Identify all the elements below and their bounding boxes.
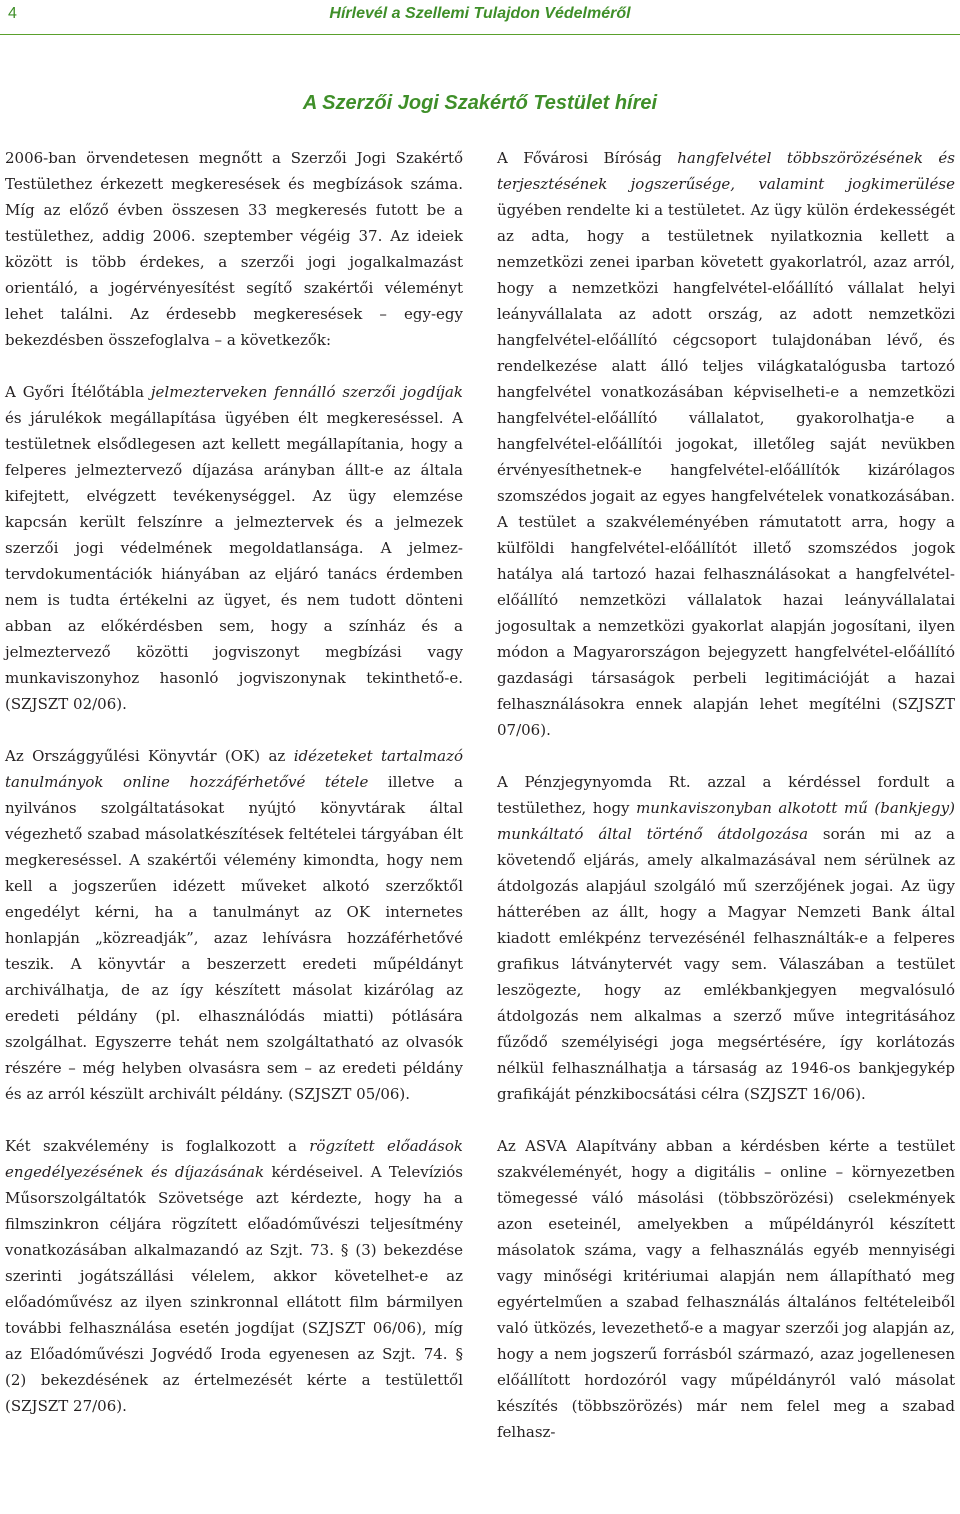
paragraph-text: A Fővárosi Bíróság <box>497 149 678 167</box>
paragraph-italic-text: idézeteket tartalmazó tanulmányok online hozzáférhetővé tétele <box>5 747 464 791</box>
article-paragraph: 2006-ban örvendetesen megnőtt a Szerzői Jogi Szakértő Testülethez érkezett megkeresések és megbízások száma. Míg az előző évben összesen 33 megkeresés futott be a testülethez, addig 2006. szeptember végéig 37. Az ideiek között is több érdekes, a szerzői jogi jogalkalmazást orientáló, a jogérvényesítést segítő szakértői véleményt lehet találni. Az érdesebb megkeresések – egy-egy bekezdésben összefoglalva – a következők: <box>5 149 463 349</box>
paragraph-text: és járulékok megállapítása ügyében élt megkereséssel. A testületnek elsődlegesen azt kellett megállapítania, hogy a felperes jelmeztervező díjazása arányban állt-e az általa kifejtett, elvégzett tevékenységgel. Az ügy elemzése kapcsán került felszínre a jelmeztervek és a jelmezek szerzői jogi védelmének megoldatlansága. A jelmez-tervdokumentációk hiányában az eljáró tanács érdemben nem is tudta értékelni az ügyet, és nem tudott dönteni abban az előkérdésben sem, hogy a színház és a jelmeztervező közötti jogviszonyt megbízási vagy munkaviszonyhoz hasonló jogviszonynak tekinthető-e. (SZJSZT 02/06). <box>5 409 463 713</box>
article-paragraph: Az ASVA Alapítvány abban a kérdésben kérte a testület szakvéleményét, hogy a digitális – online – környezetben tömegessé váló másolási (többszörözési) cselekmények azon eseteinél, amelyekben a műpéldányról készített másolatok száma, vagy a felhasználás egyéb mennyiségi vagy minőségi kritériumai alapján nem állapítható meg egyértelműen a szabad felhasználás általános feltételeiből való ütközés, levezethető-e a magyar szerzői jog alapján az, hogy a nem jogszerű forrásból származó, azaz jogellenesen előállított hordozóról vagy műpéldányról való másolat készítés (többszörözés) már nem felel meg a szabad felhasz- <box>497 1137 955 1441</box>
paragraph-text: Az Országgyűlési Könyvtár (OK) az <box>5 747 294 765</box>
paragraph-text: során mi az a követendő eljárás, amely alkalmazásával nem sérülnek az átdolgozás alapjául szolgáló mű szerzőjének jogai. Az ügy hátterében az állt, hogy a Magyar Nemzeti Bank által kiadott emlékpénz tervezésénél felhasználták-e a felperes grafikus látványtervét vagy sem. Válaszában a testület leszögezte, hogy az emlékbankjegyen megvalósuló átdolgozás nem alkalmas a szerző műve integritásához fűződő személyiségi joga megsértésére, így korlátozás nélkül felhasználhatja a társaság az 1946-os bankjegykép grafikáját pénzkibocsátási célra (SZJSZT 16/06). <box>497 825 955 1103</box>
paragraph-italic-text: munkaviszonyban alkotott mű (bankjegy) munkáltató által történő átdolgozása <box>497 799 955 843</box>
running-title: Hírlevél a Szellemi Tulajdon Védelméről <box>329 5 631 22</box>
article-paragraph <box>497 145 955 743</box>
paragraph-italic-text: jelmezterveken fennálló szerzői jogdíjak <box>150 383 463 401</box>
page-number: 4 <box>8 5 17 22</box>
paragraph-text: A Győri Ítélőtábla <box>5 383 151 401</box>
article-paragraph <box>5 379 463 717</box>
paragraph-text: Két szakvélemény is foglalkozott a <box>5 1137 310 1155</box>
paragraph-italic-text: rögzített előadások engedélyezésének és díjazásának <box>5 1137 463 1181</box>
paragraph-text: ügyében rendelte ki a testületet. Az ügy külön érdekességét az adta, hogy a testületnek nyilatkoznia kellett a nemzetközi zenei iparban követett gyakorlatról, azaz arról, hogy a nemzetközi hangfelvétel-előállító vállalat helyi leányvállalata az adott ország, az adott nemzetközi hangfelvétel-előállító cégcsoport tulajdonában lévő, és rendelkezése alatt álló teljes világkatalógusba tartozó hangfelvétel vonatkozásában képviselheti-e a nemzetközi hangfelvétel-előállító vállalatot, gyakorolhatja-e a hangfelvétel-előállítói jogokat, illetőleg saját nevükben érvényesíthetnek-e hangfelvétel-előállítók kizárólagos szomszédos jogait az egyes hangfelvételek vonatkozásában. A testület a szakvéleményében rámutatott arra, hogy a külföldi hangfelvétel-előállítót illető szomszédos jogok hatálya alá tartozó hazai felhasználásokat a hangfelvétel-előállító nemzetközi vállalatok hazai leányvállalatai jogosultak a nemzetközi gyakorlat alapján jogosítani, ilyen módon a Magyarországon bejegyzett hangfelvétel-előállító gazdasági társaságok perbeli legitimációját a hazai felhasználásokra ennek alapján lehet megítélni (SZJSZT 07/06). <box>497 201 955 739</box>
paragraph-text: A Pénzjegynyomda Rt. azzal a kérdéssel fordult a testülethez, hogy <box>497 773 955 817</box>
paragraph-italic-text: hangfelvétel többszörözésének és terjesztésének jogszerűsége, valamint jogkimerülése <box>497 149 955 193</box>
page-header <box>0 0 960 35</box>
section-title: A Szerzői Jogi Szakértő Testület hírei <box>302 92 658 114</box>
paragraph-text: illetve a nyilvános szolgáltatásokat nyújtó könyvtárak által végezhető szabad másolatkészítések feltételei tárgyában élt megkereséssel. A szakértői vélemény kimondta, hogy nem kell a jogszerűen idézett műveket alkotó szerzőktől engedélyt kérni, ha a tanulmányt az OK internetes honlapján „közreadják”, azaz lehívásra hozzáférhetővé teszik. A könyvtár a beszerzett eredeti műpéldányt archiválhatja, de az így készített másolat kizárólag az eredeti példány (pl. elhasználódás miatti) pótlására szolgálhat. Egyszerre tehát nem szolgáltatható az olvasók részére – még helyben olvasásra sem – az eredeti példány és az arról készült archivált példány. (SZJSZT 05/06). <box>5 773 463 1103</box>
article-paragraph <box>5 743 463 1107</box>
article-paragraph <box>497 769 955 1107</box>
paragraph-text: kérdéseivel. A Televíziós Műsorszolgáltatók Szövetsége azt kérdezte, hogy ha a filmszinkron céljára rögzített előadóművészi teljesítmény vonatkozásában alkalmazandó az Szjt. 73. § (3) bekezdése szerinti jogátszállási vélelem, akkor követelhet-e az előadóművész az ilyen szinkronnal ellátott film bármilyen további felhasználása esetén jogdíjat (SZJSZT 06/06), míg az Előadóművészi Jogvédő Iroda egyenesen az Szjt. 74. § (2) bekezdésének az értelmezését kérte a testülettől (SZJSZT 27/06). <box>5 1163 463 1415</box>
right-column <box>497 145 955 1471</box>
left-column <box>5 145 463 1445</box>
article-paragraph <box>5 1133 463 1419</box>
